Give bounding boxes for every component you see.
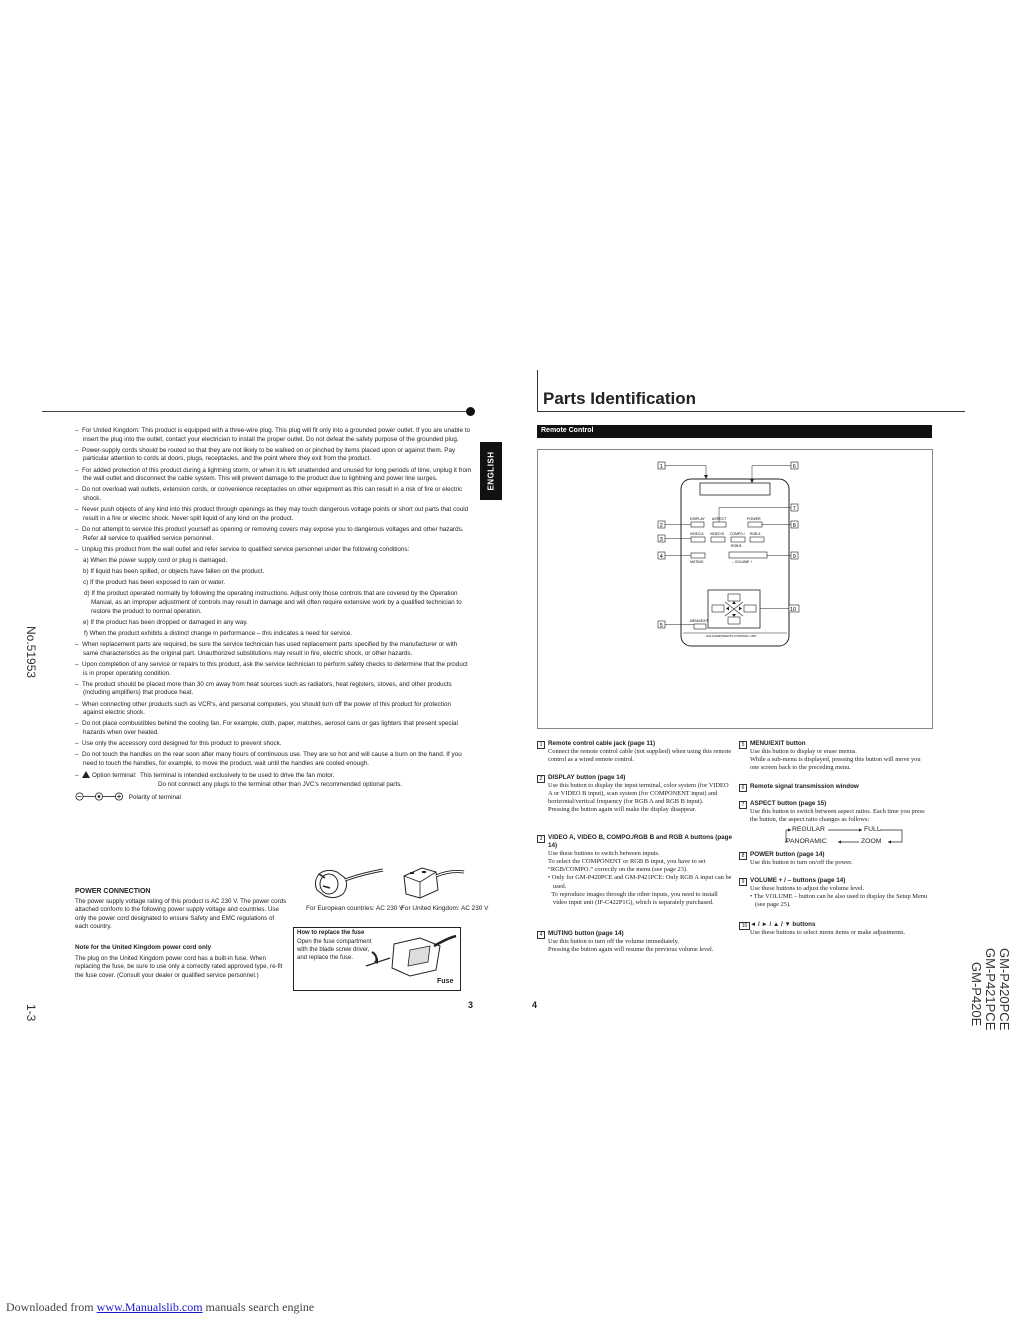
aspect-panoramic-label: PANORAMIC	[786, 838, 827, 845]
safety-item: – Do not place combustibles behind the cooling fan. For example, cloth, paper, matches, aerosol cans or gas lighters that present special hazards when over heated.	[75, 720, 458, 736]
european-plug-image	[305, 864, 385, 904]
menu-exit-key	[694, 624, 706, 629]
svg-text:7: 7	[792, 506, 796, 512]
video-a-key	[691, 537, 705, 542]
muting-key	[691, 553, 705, 558]
uk-note-text: The plug on the United Kingdom power cord has a built-in fuse. When replacing the fuse, be sure to use only a correctly rated approved type, re-fit the fuse cover. (Consult your dealer or qualified service personnel.)	[75, 955, 283, 979]
polarity-symbol-icon	[75, 792, 127, 801]
desc-item-8: 8 POWER button (page 14) Use this button to turn on/off the power.	[739, 851, 931, 867]
svg-text:9: 9	[792, 554, 796, 560]
fuse-plug-image	[364, 932, 458, 982]
right-key	[744, 605, 756, 612]
rgb-a-key	[750, 537, 764, 542]
safety-item: – The product should be placed more than 30 cm away from heat sources such as radiators, heat registers, stoves, and other products (including amplifiers) that produce heat.	[75, 680, 452, 697]
signal-window	[700, 483, 770, 495]
video-b-key	[711, 537, 725, 542]
polarity-row: Polarity of terminal	[75, 792, 473, 803]
section-bar	[537, 425, 932, 438]
page-number-right: 4	[532, 1000, 538, 1010]
safety-item: – Unplug this product from the wall outlet and refer service to qualified service personnel under the following conditions:	[75, 545, 410, 553]
display-key	[691, 522, 704, 527]
safety-item: – Do not overload wall outlets, extension cords, or convenience receptacles on other equipment as this can result in a risk of fire or electric shock.	[75, 486, 463, 502]
remote-control-diagram	[538, 450, 932, 728]
desc-item-6: 6 Remote signal transmission window	[739, 783, 931, 791]
remote-footer-label: GM-COMPONENTS CONTROL UNIT	[706, 634, 757, 638]
page-title: Parts Identification	[543, 389, 697, 408]
side-doc-number: No.51953	[24, 626, 38, 679]
eu-caption: For European countries: AC 230 V	[306, 905, 404, 912]
condition-item: b) If liquid has been spilled, or objects have fallen on the product.	[83, 568, 265, 576]
power-connection-title: POWER CONNECTION	[75, 888, 151, 895]
svg-text:4: 4	[659, 554, 663, 560]
aspect-full-label: FULL	[864, 826, 881, 833]
safety-item: – Do not touch the handles on the rear soon after many hours of continuous use. They are so hot and will cause a burn on the hand. If you need to touch the handles, for example, to move the product, wait until the handles are cooled enough.	[75, 751, 462, 767]
safety-item: – Never push objects of any kind into this product through openings as they may touch dangerous voltage points or short out parts that could result in a fire or electric shock. Never spill liquid of any kind on the product.	[75, 506, 469, 522]
uk-note-title: Note for the United Kingdom power cord only	[75, 944, 212, 951]
model-name-3: GM-P420E	[969, 962, 984, 1027]
volume-key-label: – VOLUME +	[732, 560, 753, 564]
desc-item-10: 10 ◄ / ► / ▲ / ▼ buttons Use these buttons to select menu items or make adjustments.	[739, 921, 931, 937]
fuse-label: Fuse	[437, 978, 454, 985]
callout-1	[658, 462, 708, 479]
condition-item: d) If the product operated normally by following the operating instructions. Adjust only those controls that are covered by the Operation Manual, as an improper adjustment of controls may result in damage and will often require extensive work by a qualified technician to restore the product to normal operation.	[84, 590, 462, 615]
condition-item: e) If the product has been dropped or damaged in any way.	[83, 618, 248, 626]
side-page-number: 1-3	[24, 1004, 38, 1022]
fuse-box-text: Open the fuse compartment with the blade screw driver, and replace the fuse.	[297, 939, 372, 961]
compo-key-label: COMPO./	[730, 532, 745, 536]
aspect-key-label: ASPECT	[712, 517, 727, 521]
safety-item: – For United Kingdom: This product is equipped with a three-wire plug. This plug will fit only into a grounded power outlet. If you are unable to insert the plug into the outlet, contact your electrician to install the proper outlet. Do not defeat the safety purpose of the grounded plug.	[75, 427, 470, 443]
svg-text:5: 5	[659, 623, 663, 629]
page-number-left: 3	[468, 1000, 474, 1010]
svg-text:3: 3	[659, 537, 663, 543]
desc-item-9: 9 VOLUME + / – buttons (page 14) Use these buttons to adjust the volume level. • The VOLUME – button can be also used to display the Setup Menu (see page 25).	[739, 877, 931, 909]
download-footer: Downloaded from www.Manualslib.com manuals search engine	[6, 1300, 315, 1314]
fuse-replacement-box	[293, 927, 461, 991]
rgb-a-key-label: RGB A	[750, 532, 761, 536]
power-key-label: POWER	[747, 517, 761, 521]
uk-plug-image	[398, 862, 466, 904]
aspect-cycle-arrows	[782, 826, 912, 848]
desc-item-3: 3 VIDEO A, VIDEO B, COMPO./RGB B and RGB A buttons (page 14) Use these buttons to switch between inputs. To select the COMPONENT or RGB B input, you have to set “RGB/COMPO.” correctly on the menu (see page 23). • Only for GM-P420PCE and GM-P421PCE: Only RGB A input can be used. To reproduce images through the other inputs, you need to install video input unit (IF-C422P1G), which is separately purchased.	[537, 834, 732, 907]
aspect-key	[713, 522, 726, 527]
muting-key-label: MUTING	[690, 560, 704, 564]
up-key	[728, 594, 740, 601]
uk-caption: For United Kingdom: AC 230 V	[401, 905, 489, 912]
model-name-2: GM-P421PCE	[983, 948, 998, 1031]
model-name-1: GM-P420PCE	[997, 948, 1012, 1031]
compo-rgb-b-key	[731, 537, 745, 542]
desc-item-7: 7 ASPECT button (page 15) Use this button to switch between aspect ratios. Each time you press the button, the aspect ratio changes as follows:	[739, 800, 931, 824]
safety-item: – For added protection of this product during a lightning storm, or when it is left unattended and unused for long periods of time, unplug it from the wall outlet and disconnect the cable system. This will prevent damage to the product due to lightning and power line surges.	[75, 466, 472, 483]
condition-item: a) When the power supply cord or plug is damaged.	[83, 556, 228, 564]
desc-item-4: 4 MUTING button (page 14) Use this button to turn off the volume immediately. Pressing the button again will resume the previous volume level.	[537, 930, 732, 954]
desc-item-5: 5 MENU/EXIT button Use this button to display or erase menus. While a sub-menu is displayed, pressing this button will move you one screen back to the preceding menu.	[739, 740, 931, 772]
video-a-key-label: VIDEO A	[690, 532, 704, 536]
svg-text:2: 2	[659, 523, 663, 529]
manualslib-link[interactable]: www.Manualslib.com	[96, 1300, 203, 1314]
svg-text:8: 8	[792, 523, 796, 529]
safety-item: – Upon completion of any service or repairs to this product, ask the service technician to perform safety checks to determine that the product is in proper operating condition.	[75, 660, 468, 677]
menu-exit-key-label: MENU/EXIT	[690, 619, 709, 623]
condition-item: f) When the product exhibits a distinct change in performance – this indicates a need for service.	[84, 630, 353, 637]
warning-triangle-icon	[82, 771, 90, 778]
option-terminal-item: – Option terminal: This terminal is intended exclusively to be used to drive the fan motor. Do not connect any plugs to the terminal other than JVC's recommended optional parts.	[75, 772, 403, 788]
title-rule-vertical	[537, 370, 538, 412]
aspect-regular-label: REGULAR	[792, 826, 825, 833]
safety-instructions	[75, 427, 473, 805]
volume-key	[729, 552, 767, 558]
language-tab	[480, 442, 502, 500]
safety-item: – Use only the accessory cord designed for this product to prevent shock.	[75, 740, 282, 748]
safety-item: – When connecting other products such as VCR's, and personal computers, you should turn off the power of this product for protection against electric shock.	[75, 700, 451, 717]
safety-item: – Do not attempt to service this product yourself as opening or removing covers may expose you to dangerous voltages and other hazards. Refer all service to qualified service personnel.	[75, 525, 464, 542]
section-title: Remote Control	[541, 427, 594, 434]
aspect-cycle-diagram	[782, 826, 912, 848]
desc-item-2: 2 DISPLAY button (page 14) Use this button to display the input terminal, color system (for VIDEO A or VIDEO B input), scan system (for COMPONENT input) and horizontal/vertical frequency (for RGB A and RGB B input). Pressing the button again will make the display disappear.	[537, 774, 732, 814]
condition-item: c) If the product has been exposed to rain or water.	[83, 579, 226, 587]
left-key	[712, 605, 724, 612]
desc-item-1: 1 Remote control cable jack (page 11) Connect the remote control cable (not supplied) when using this remote control as a wired remote control.	[537, 740, 732, 764]
power-key	[748, 522, 762, 527]
title-rule-horizontal	[537, 411, 965, 412]
rule-dot	[466, 407, 475, 416]
safety-item: – Power-supply cords should be routed so that they are not likely to be walked on or pinched by items placed upon or against them. Pay particular attention to cords at doors, plugs, receptacles, and the point where they exit from the product.	[75, 446, 456, 463]
remote-control-figure	[537, 449, 933, 729]
top-rule-left	[42, 411, 470, 412]
svg-text:10: 10	[790, 607, 797, 613]
display-key-label: DISPLAY	[690, 517, 705, 521]
aspect-zoom-label: ZOOM	[861, 838, 882, 845]
rgb-b-key-label: RGB B	[731, 544, 742, 548]
svg-text:1: 1	[659, 464, 663, 470]
video-b-key-label: VIDEO B	[710, 532, 724, 536]
down-key	[728, 617, 740, 624]
power-connection-text: The power supply voltage rating of this product is AC 230 V. The power cords attached conform to the following power supply voltage and countries. Use only the power cord designated to ensure Safety and EMC regulations of each country.	[75, 898, 287, 931]
fuse-box-title: How to replace the fuse	[297, 930, 365, 936]
svg-text:6: 6	[792, 464, 796, 470]
safety-item: – When replacement parts are required, be sure the service technician has used replacement parts specified by the manufacturer or with same characteristics as the original part. Unauthorized substitutions may result in fire, electric shock, or other hazards.	[75, 641, 458, 657]
language-tab-label: ENGLISH	[486, 451, 496, 491]
